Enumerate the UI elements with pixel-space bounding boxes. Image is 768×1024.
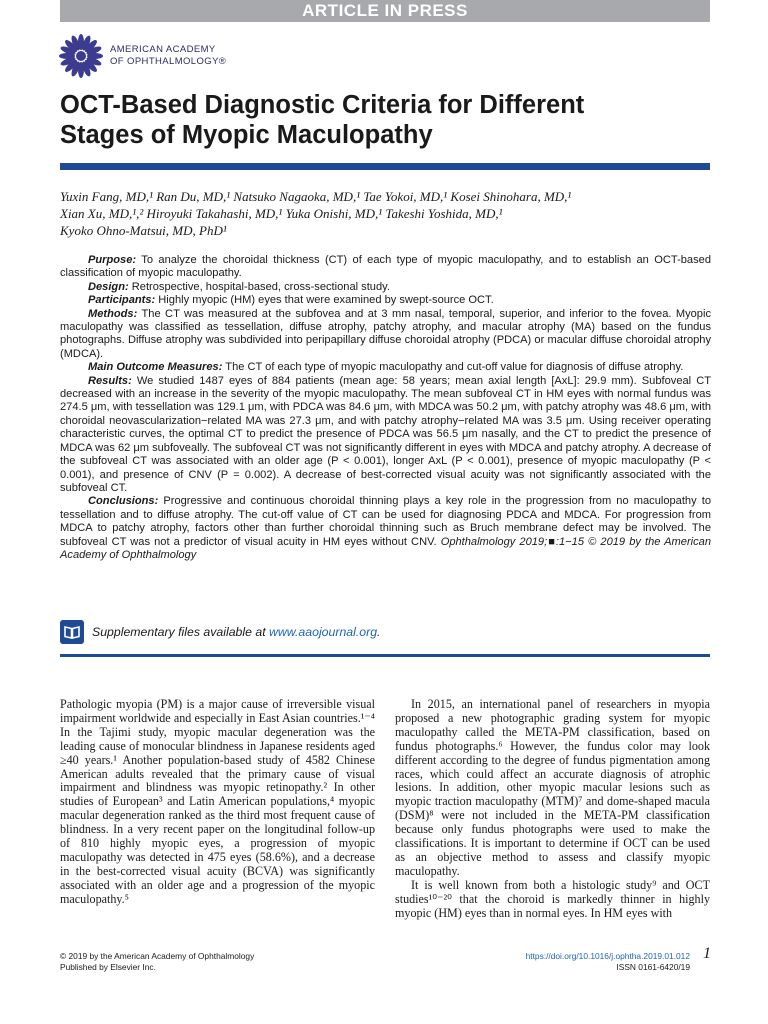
abstract-label: Conclusions: bbox=[88, 495, 159, 508]
article-in-press-banner: ARTICLE IN PRESS bbox=[60, 0, 710, 22]
author-line: Xian Xu, MD,¹,² Hiroyuki Takahashi, MD,¹ Yuka Onishi, MD,¹ Takeshi Yoshida, MD,¹ bbox=[60, 206, 503, 221]
abstract-design bbox=[60, 281, 711, 294]
journal-citation: Ophthalmology 2019;■:1−15 © 2019 by the American Academy of Ophthalmology bbox=[60, 535, 711, 561]
supplementary-text bbox=[92, 625, 380, 640]
logo-line-2: OF OPHTHALMOLOGY® bbox=[110, 56, 227, 67]
abstract-label: Design: bbox=[88, 280, 129, 293]
abstract-methods bbox=[60, 308, 711, 362]
body-paragraph: In 2015, an international panel of researchers in myopia proposed a new photographic grading system for myopic maculopathy called the META-PM classification, based on fundus photographs.⁶ However, the fundus color may look different according to the degree of fundus pigmentation among races, which could affect an accurate diagnosis of atrophic lesions. In addition, other myopic macular lesions such as myopic traction maculopathy (MTM)⁷ and dome-shaped macula (DSM)⁸ were not included in the META-PM classification because only fundus photographs were used to make the classifications. It is important to determine if OCT can be used as an objective method to assess and classify myopic maculopathy. bbox=[395, 697, 710, 878]
abstract-conclusions bbox=[60, 495, 711, 562]
abstract-outcome bbox=[60, 361, 711, 374]
abstract-participants bbox=[60, 294, 711, 307]
abstract-text: Retrospective, hospital-based, cross-sectional study. bbox=[131, 280, 390, 293]
issn: ISSN 0161-6420/19 bbox=[616, 962, 690, 972]
body-column-right bbox=[395, 698, 710, 921]
doi-link[interactable]: https://doi.org/10.1016/j.ophtha.2019.01.012 bbox=[525, 951, 690, 961]
abstract-label: Purpose: bbox=[88, 254, 137, 266]
title-line-1: OCT-Based Diagnostic Criteria for Different bbox=[60, 91, 585, 119]
supplementary-end: . bbox=[377, 625, 381, 639]
abstract-text: Progressive and continuous choroidal thinning plays a key role in the progression from no maculopathy to tessellation and to diffuse atrophy. The cut-off value of CT can be used for diagnosing PDCA and MDCA. For progression from MDCA to patchy atrophy, factors other than further choroidal thinning such as Bruch membrane defect may be involved. The subfoveal CT was not a predictor of visual acuity in HM eyes without CNV. bbox=[60, 495, 711, 548]
abstract-label: Results: bbox=[88, 374, 132, 387]
abstract-results bbox=[60, 375, 711, 496]
article-title bbox=[60, 90, 720, 150]
author-line: Yuxin Fang, MD,¹ Ran Du, MD,¹ Natsuko Nagaoka, MD,¹ Tae Yokoi, MD,¹ Kosei Shinohara, MD,¹ bbox=[60, 189, 572, 204]
book-icon bbox=[60, 620, 84, 644]
author-line: Kyoko Ohno-Matsui, MD, PhD¹ bbox=[60, 223, 227, 238]
abstract bbox=[60, 254, 711, 562]
footer-copyright bbox=[60, 951, 254, 973]
body-column-left bbox=[60, 698, 375, 907]
abstract-purpose bbox=[60, 254, 711, 281]
title-divider bbox=[60, 163, 710, 170]
aao-logo-text bbox=[110, 44, 226, 68]
body-paragraph: It is well known from both a histologic study⁹ and OCT studies¹⁰⁻²⁰ that the choroid is markedly thinner in highly myopic (HM) eyes than in normal eyes. In HM eyes with bbox=[395, 877, 710, 920]
footer-copyright-line: © 2019 by the American Academy of Ophthalmology bbox=[60, 951, 255, 961]
journal-link[interactable]: www.aaojournal.org bbox=[269, 625, 378, 639]
abstract-label: Participants: bbox=[88, 294, 156, 307]
supplementary-label: Supplementary files available at bbox=[92, 625, 270, 639]
abstract-text: We studied 1487 eyes of 884 patients (mean age: 58 years; mean axial length [AxL]: 29.9 mm). Subfoveal CT decreased with an increase in the severity of the myopic maculopathy. The mean subfoveal CT in HM eyes with normal fundus was 274.5 μm, with tessellation was 129.1 μm, with PDCA was 84.6 μm, with MDCA was 50.2 μm, with patchy atrophy was 48.6 μm, with choroidal neovascularization−related MA was 27.3 μm, and with patchy atrophy−related MA was 3.5 μm. Using receiver operating characteristic curves, the optimal CT to predict the presence of PDCA was 56.5 μm nasally, and the CT to predict the presence of MDCA was 62 μm subfoveally. The subfoveal CT was not significantly different in eyes with MDCA and patchy atrophy. A decrease of the subfoveal CT was associated with an older age (P < 0.001), longer AxL (P < 0.001), presence of myopic maculopathy (P < 0.001), and presence of CNV (P = 0.002). A decrease of best-corrected visual acuity was not significantly associated with the subfoveal CT. bbox=[60, 374, 711, 494]
abstract-label: Methods: bbox=[88, 307, 138, 320]
abstract-text: The CT was measured at the subfovea and at 3 mm nasal, temporal, superior, and inferior to the fovea. Myopic maculopathy was classified as tessellation, diffuse atrophy, patchy atrophy, and macular atrophy (MA) based on the fundus photographs. Diffuse atrophy was subdivided into peripapillary diffuse choroidal atrophy (PDCA) or macular diffuse choroidal atrophy (MDCA). bbox=[60, 307, 711, 360]
abstract-label: Main Outcome Measures: bbox=[88, 361, 223, 374]
footer-publisher: Published by Elsevier Inc. bbox=[60, 962, 156, 972]
footer-doi-block bbox=[526, 951, 690, 973]
supplementary-notice bbox=[60, 620, 710, 646]
logo-line-1: AMERICAN ACADEMY bbox=[110, 44, 216, 55]
abstract-text: Highly myopic (HM) eyes that were examined by swept-source OCT. bbox=[158, 294, 494, 307]
author-list bbox=[60, 188, 710, 239]
abstract-text: The CT of each type of myopic maculopathy and cut-off value for diagnosis of diffuse atrophy. bbox=[225, 361, 684, 374]
page-number: 1 bbox=[703, 945, 711, 962]
body-paragraph: Pathologic myopia (PM) is a major cause of irreversible visual impairment worldwide and especially in East Asian countries.¹⁻⁴ In the Tajimi study, myopic macular degeneration was the leading cause of monocular blindness in Japanese residents aged ≥40 years.¹ Another population-based study of 4582 Chinese American adults revealed that the primary cause of visual impairment and blindness was myopic retinopathy.² In other studies of European³ and Latin American populations,⁴ myopic macular degeneration ranked as the third most frequent cause of blindness. In a very recent paper on the longitudinal follow-up of 810 highly myopic eyes, a progression of myopic maculopathy was detected in 475 eyes (58.6%), and a decrease in the best-corrected visual acuity (BCVA) was significantly associated with an older age and a progression of the myopic maculopathy.⁵ bbox=[60, 697, 375, 906]
abstract-divider bbox=[60, 654, 710, 657]
aao-logo-icon bbox=[58, 33, 104, 79]
title-line-2: Stages of Myopic Maculopathy bbox=[60, 121, 433, 149]
abstract-text: To analyze the choroidal thickness (CT) of each type of myopic maculopathy, and to establish an OCT-based classification of myopic maculopathy. bbox=[60, 254, 711, 280]
